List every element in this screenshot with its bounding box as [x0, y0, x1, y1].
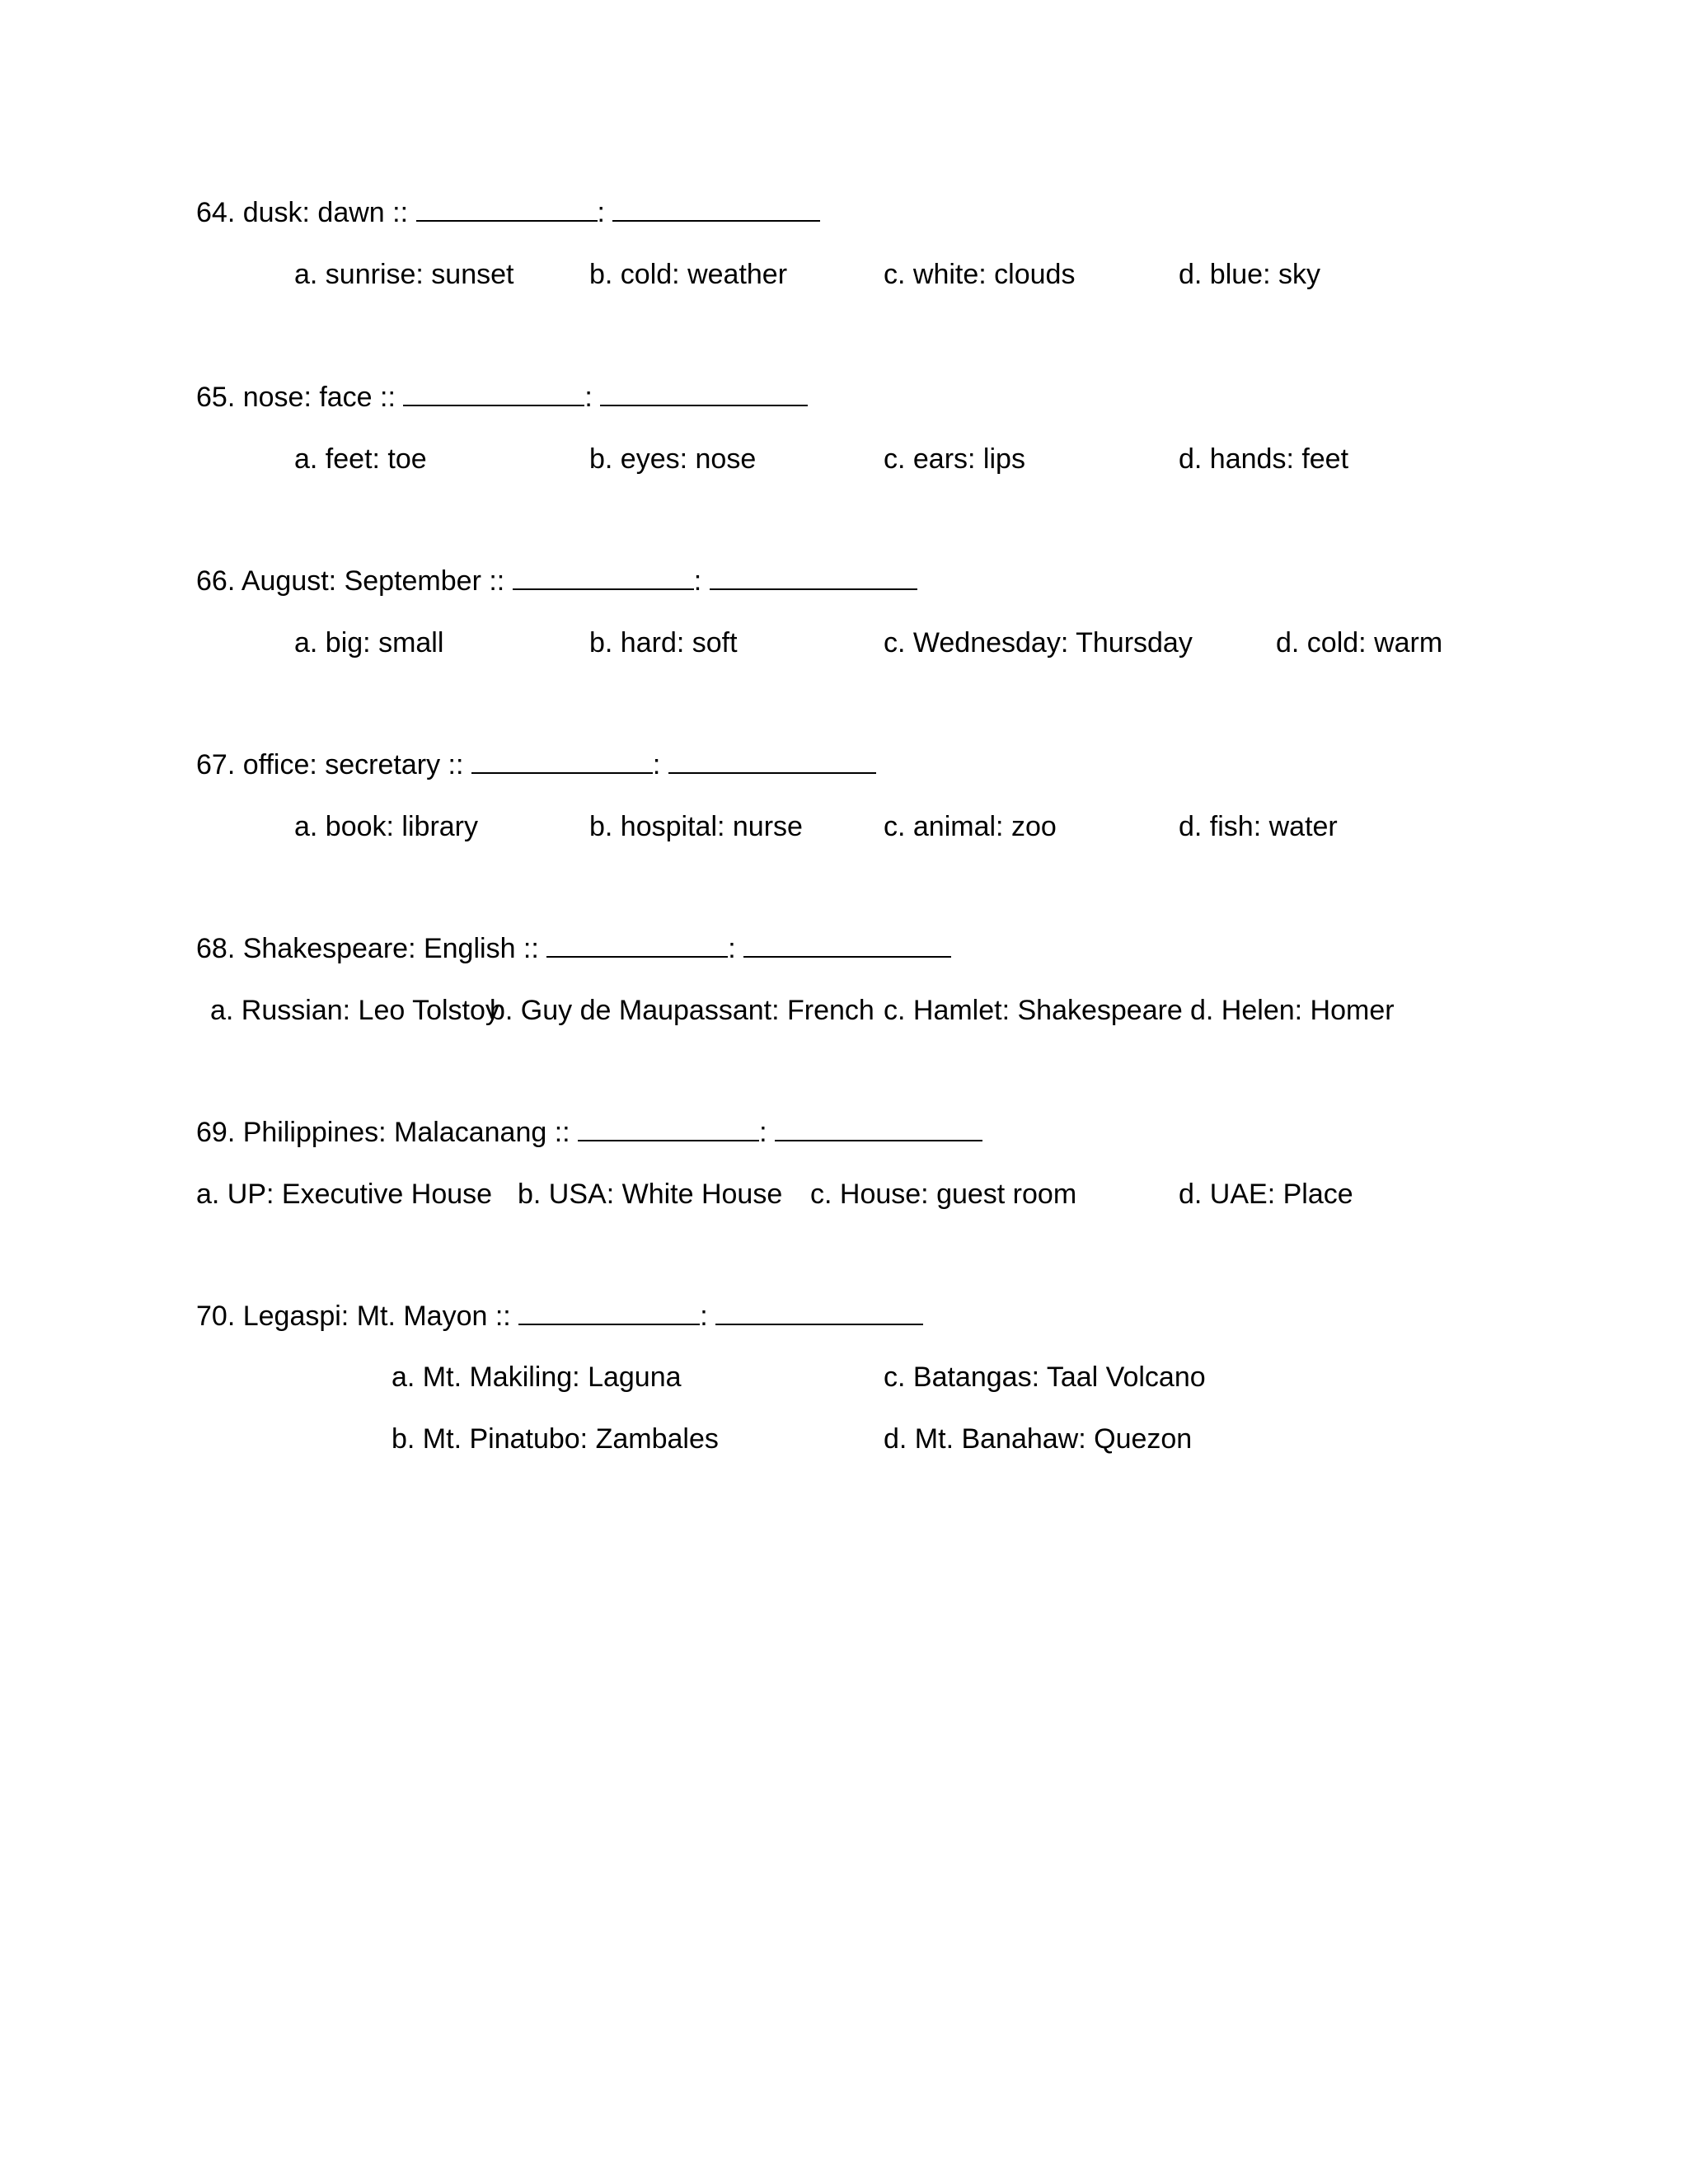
answer-blank-second[interactable] [612, 195, 820, 222]
option-c[interactable]: c. Wednesday: Thursday [884, 627, 1193, 658]
question-stem: 70. Legaspi: Mt. Mayon :: [196, 1301, 519, 1332]
question-69 [196, 1115, 982, 1149]
option-b[interactable]: b. hospital: nurse [589, 811, 803, 842]
option-c[interactable]: c. House: guest room [810, 1179, 1077, 1210]
blank-separator: : [700, 1301, 708, 1332]
answer-blank-first[interactable] [578, 1115, 759, 1141]
option-a[interactable]: a. sunrise: sunset [294, 259, 514, 290]
blank-separator: : [759, 1117, 767, 1148]
blank-separator: : [584, 382, 593, 413]
answer-blank-second[interactable] [743, 931, 951, 958]
option-c[interactable]: c. animal: zoo [884, 811, 1057, 842]
question-stem: 68. Shakespeare: English :: [196, 933, 547, 964]
option-b[interactable]: b. eyes: nose [589, 443, 757, 475]
option-d[interactable]: d. fish: water [1179, 811, 1338, 842]
option-c[interactable]: c. Batangas: Taal Volcano [884, 1361, 1206, 1393]
question-68 [196, 931, 951, 965]
option-d[interactable]: d. cold: warm [1276, 627, 1443, 658]
question-65 [196, 380, 808, 414]
answer-blank-second[interactable] [668, 748, 876, 774]
blank-separator: : [597, 197, 605, 228]
answer-blank-first[interactable] [546, 931, 728, 958]
option-c[interactable]: c. Hamlet: Shakespeare [884, 995, 1183, 1026]
question-stem: 66. August: September :: [196, 565, 513, 597]
option-b[interactable]: b. Mt. Pinatubo: Zambales [392, 1423, 719, 1455]
option-d[interactable]: d. UAE: Place [1179, 1179, 1353, 1210]
question-66 [196, 564, 917, 598]
question-stem: 67. office: secretary :: [196, 749, 471, 780]
answer-blank-second[interactable] [775, 1115, 982, 1141]
blank-separator: : [728, 933, 736, 964]
option-d[interactable]: d. hands: feet [1179, 443, 1349, 475]
option-c[interactable]: c. ears: lips [884, 443, 1025, 475]
question-stem: 64. dusk: dawn :: [196, 197, 416, 228]
question-stem: 65. nose: face :: [196, 382, 404, 413]
answer-blank-second[interactable] [710, 564, 917, 590]
question-stem: 69. Philippines: Malacanang :: [196, 1117, 579, 1148]
answer-blank-second[interactable] [715, 1299, 923, 1325]
option-a[interactable]: a. Russian: Leo Tolstoy [210, 995, 499, 1026]
answer-blank-first[interactable] [471, 748, 653, 774]
option-a[interactable]: a. big: small [294, 627, 444, 658]
answer-blank-first[interactable] [518, 1299, 700, 1325]
answer-blank-first[interactable] [513, 564, 694, 590]
option-a[interactable]: a. Mt. Makiling: Laguna [392, 1361, 682, 1393]
option-d[interactable]: d. blue: sky [1179, 259, 1320, 290]
answer-blank-second[interactable] [600, 380, 808, 406]
option-d[interactable]: d. Helen: Homer [1190, 995, 1395, 1026]
question-67 [196, 748, 876, 781]
blank-separator: : [652, 749, 661, 780]
option-b[interactable]: b. Guy de Maupassant: French [490, 995, 874, 1026]
option-a[interactable]: a. feet: toe [294, 443, 427, 475]
option-b[interactable]: b. cold: weather [589, 259, 788, 290]
option-b[interactable]: b. hard: soft [589, 627, 738, 658]
question-64 [196, 195, 820, 229]
option-c[interactable]: c. white: clouds [884, 259, 1076, 290]
answer-blank-first[interactable] [416, 195, 598, 222]
blank-separator: : [693, 565, 702, 597]
option-d[interactable]: d. Mt. Banahaw: Quezon [884, 1423, 1193, 1455]
option-a[interactable]: a. UP: Executive House [196, 1179, 493, 1210]
question-70 [196, 1299, 923, 1333]
option-a[interactable]: a. book: library [294, 811, 478, 842]
answer-blank-first[interactable] [403, 380, 584, 406]
option-b[interactable]: b. USA: White House [518, 1179, 783, 1210]
